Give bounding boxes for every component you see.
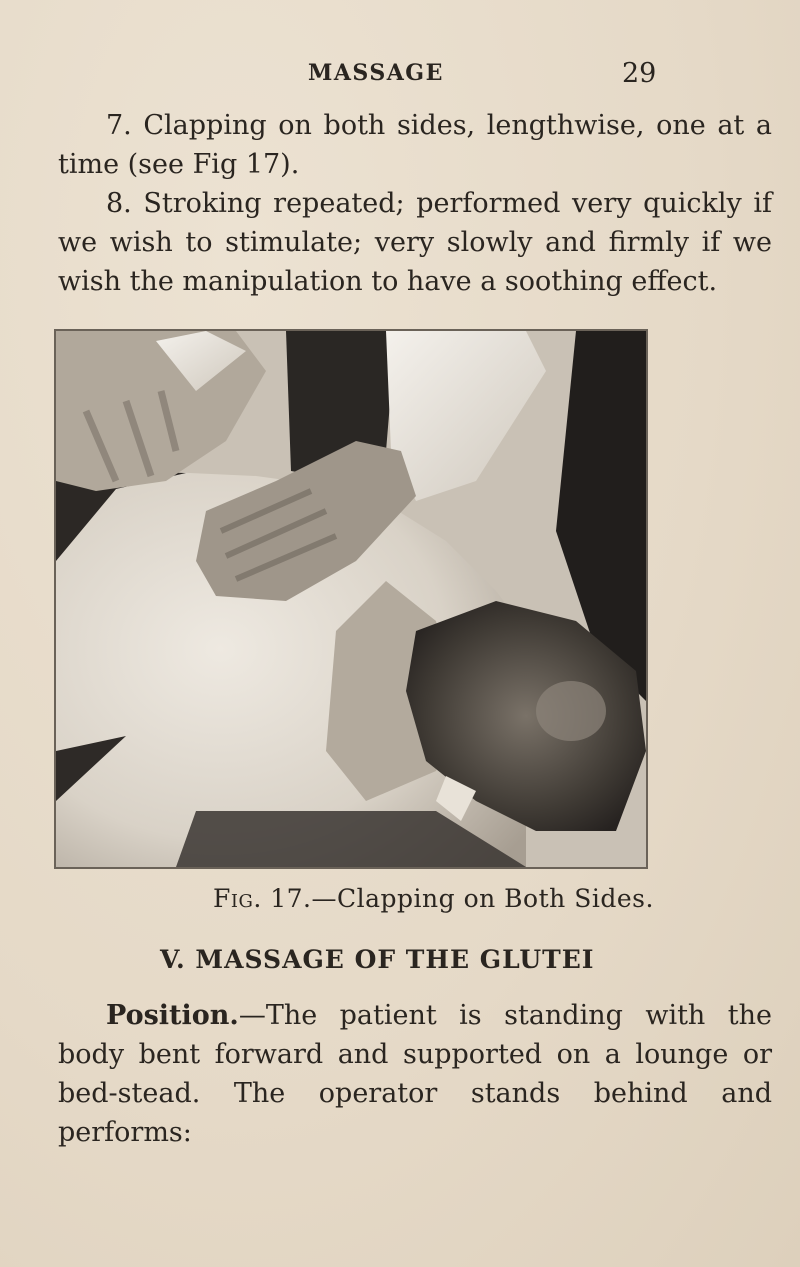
paragraph-position — [58, 996, 772, 1152]
paragraph-item-8: 8. Stroking repeated; performed very quickly if we wish to stimulate; very slowly and firmly if we wish the manipulation to have a soothing effect. — [58, 188, 772, 297]
figure-label: Fig. 17. — [213, 884, 312, 913]
paragraph-position-text: —The patient is standing with the body bent forward and supported on a lounge or bed-stead. The operator stands behind and performs: — [58, 1000, 772, 1148]
figure-caption-text: —Clapping on Both Sides. — [311, 884, 654, 913]
clapping-photo-illustration — [56, 331, 646, 867]
ear-highlight — [536, 681, 606, 741]
running-title: MASSAGE — [308, 60, 444, 86]
figure-photograph — [54, 329, 648, 869]
running-head — [0, 58, 800, 92]
section-heading: V. MASSAGE OF THE GLUTEI — [160, 945, 595, 974]
run-in-heading: Position. — [106, 1000, 239, 1031]
paragraph-item-7: 7. Clapping on both sides, lengthwise, one at a time (see Fig 17). — [58, 110, 772, 180]
figure-caption — [213, 884, 654, 913]
page-number: 29 — [622, 58, 657, 89]
